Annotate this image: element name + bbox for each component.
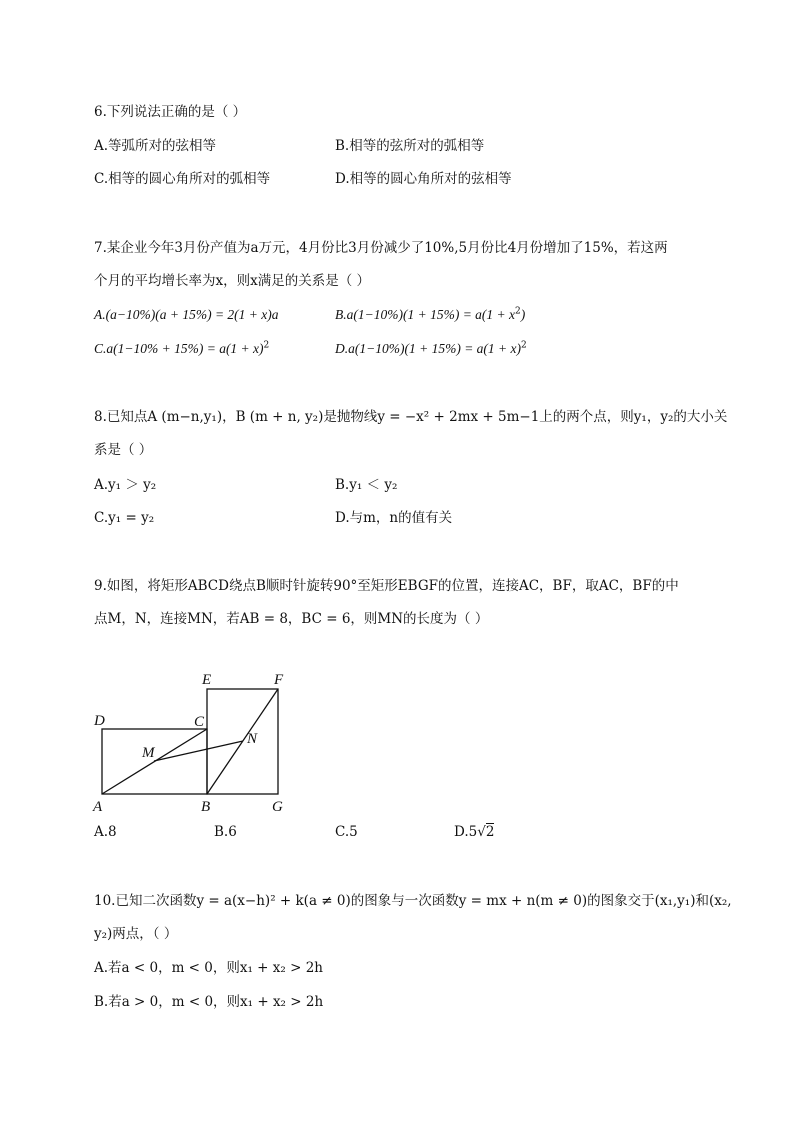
label-point-d: D (94, 713, 105, 729)
q8-stem-line1: 8.已知点A (m−n,y₁)，B (m + n, y₂)是抛物线y = −x² + 2mx + 5m−1上的两个点，则y₁，y₂的大小关 (94, 409, 728, 425)
q9-stem-line1: 9.如图，将矩形ABCD绕点B顺时针旋转90°至矩形EBGF的位置，连接AC，BF，取AC，BF的中 (94, 578, 679, 594)
q9-option-b: B.6 (214, 824, 237, 840)
q9-stem-line2: 点M，N，连接MN，若AB = 8，BC = 6，则MN的长度为（ ） (94, 611, 489, 627)
label-point-m: M (142, 745, 155, 761)
q7-option-c-exponent: 2 (263, 340, 270, 351)
q9-option-d-radicand: 2 (485, 824, 495, 840)
q10-stem-line2: y₂)两点，（ ） (94, 926, 178, 942)
q7-option-b-close: ) (520, 307, 526, 322)
q7-option-d-exponent: 2 (521, 340, 527, 351)
q6-option-d: D.相等的圆心角所对的弦相等 (335, 171, 512, 187)
q7-option-c-text: C.a(1−10% + 15%) = a(1 + x) (94, 341, 264, 356)
q7-option-a-text: A.(a−10%)(a + 15%) = 2(1 + x)a (94, 307, 279, 322)
q9-option-d-text: D.5 (454, 824, 478, 840)
q9-option-a: A.8 (94, 824, 117, 840)
q7-option-b-text: B.a(1−10%)(1 + 15%) = a(1 + x (335, 307, 516, 322)
sqrt-sign: √ (477, 824, 486, 840)
q7-option-a (94, 306, 279, 324)
q7-stem-line2: 个月的平均增长率为x，则x满足的关系是（ ） (94, 273, 371, 289)
q7-option-b-exponent: 2 (515, 306, 521, 317)
q10-option-a: A.若a < 0，m < 0，则x₁ + x₂ > 2h (94, 960, 323, 976)
q6-stem: 6.下列说法正确的是（ ） (94, 104, 247, 120)
label-point-g: G (272, 799, 283, 815)
label-point-a: A (93, 799, 103, 815)
q6-option-a: A.等弧所对的弦相等 (94, 138, 217, 154)
q8-option-a: A.y₁ ＞ y₂ (94, 477, 157, 493)
label-point-n: N (247, 731, 258, 747)
q10-stem-line1: 10.已知二次函数y = a(x−h)² + k(a ≠ 0)的图象与一次函数y = mx + n(m ≠ 0)的图象交于(x₁,y₁)和(x₂, (94, 893, 732, 909)
q8-option-c: C.y₁ = y₂ (94, 510, 155, 526)
label-point-e: E (202, 672, 212, 688)
label-point-c: C (194, 714, 205, 730)
q9-option-d (454, 823, 494, 841)
q8-option-b: B.y₁ ＜ y₂ (335, 477, 398, 493)
segment-mn (154, 741, 243, 761)
q10-option-b: B.若a > 0，m < 0，则x₁ + x₂ > 2h (94, 994, 324, 1010)
label-point-b: B (201, 799, 211, 815)
q7-stem-line1: 7.某企业今年3月份产值为a万元，4月份比3月份减少了10%,5月份比4月份增加了15%，若这两 (94, 240, 668, 256)
q6-option-c: C.相等的圆心角所对的弧相等 (94, 171, 271, 187)
label-point-f: F (274, 672, 284, 688)
q9-option-c: C.5 (335, 824, 358, 840)
q7-option-d (335, 340, 527, 358)
q8-option-d: D.与m，n的值有关 (335, 510, 453, 526)
rectangle-rotation-diagram (88, 665, 298, 815)
q7-option-c (94, 340, 269, 358)
q8-stem-line2: 系是（ ） (94, 442, 153, 458)
q7-option-b (335, 306, 525, 324)
q6-option-b: B.相等的弦所对的弧相等 (335, 138, 485, 154)
q9-figure (88, 665, 298, 815)
q7-option-d-text: D.a(1−10%)(1 + 15%) = a(1 + x) (335, 341, 522, 356)
